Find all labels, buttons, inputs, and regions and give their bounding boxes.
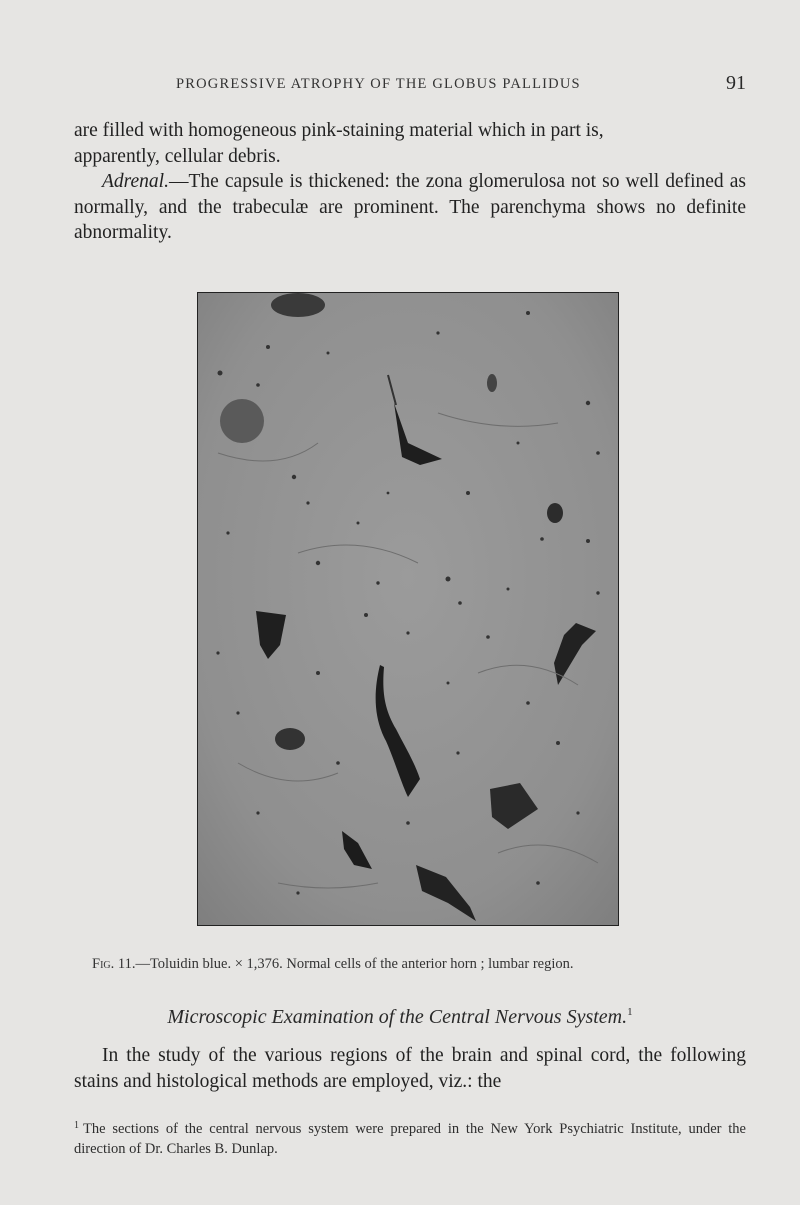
paragraph-top bbox=[74, 118, 746, 246]
cell-body bbox=[275, 728, 305, 750]
footnote bbox=[74, 1116, 746, 1159]
paragraph-bottom: In the study of the various regions of the brain and spinal cord, the following stains and histological methods are employed, viz.: the bbox=[74, 1045, 746, 1092]
paragraph-line: apparently, cellular debris. bbox=[74, 145, 281, 167]
adrenal-label: Adrenal. bbox=[102, 171, 169, 192]
paragraph-line: are filled with homogeneous pink-staining material which in part is, bbox=[74, 120, 604, 141]
running-title: PROGRESSIVE ATROPHY OF THE GLOBUS PALLIDUS bbox=[176, 76, 581, 92]
adrenal-text: —The capsule is thickened: the zona glomerulosa not so well defined as normally, and the trabeculæ are prominent. The parenchyma shows no definite abnormality. bbox=[74, 171, 746, 243]
section-heading bbox=[0, 1006, 800, 1029]
footnote-mark: 1 bbox=[74, 1120, 79, 1131]
adrenal-paragraph bbox=[74, 169, 746, 246]
cell-nucleus bbox=[547, 503, 563, 523]
cell-body bbox=[271, 293, 325, 317]
running-head bbox=[0, 74, 800, 98]
page-number: 91 bbox=[726, 72, 746, 94]
micrograph-figure bbox=[197, 292, 619, 926]
figure-caption bbox=[92, 956, 742, 973]
section-heading-text: Microscopic Examination of the Central Nervous System. bbox=[167, 1006, 628, 1028]
tissue-background bbox=[198, 293, 618, 925]
cell-nucleus bbox=[487, 374, 497, 392]
micrograph-image bbox=[198, 293, 618, 925]
footnote-reference: 1 bbox=[627, 1006, 633, 1018]
figure-label: Fig. 11. bbox=[92, 956, 136, 972]
cell-body bbox=[220, 399, 264, 443]
figure-caption-text: —Toluidin blue. × 1,376. Normal cells of the anterior horn ; lumbar region. bbox=[135, 956, 574, 972]
footnote-text: The sections of the central nervous system were prepared in the New York Psychiatric Institute, under the direction of Dr. Charles B. Dunlap. bbox=[74, 1121, 746, 1157]
